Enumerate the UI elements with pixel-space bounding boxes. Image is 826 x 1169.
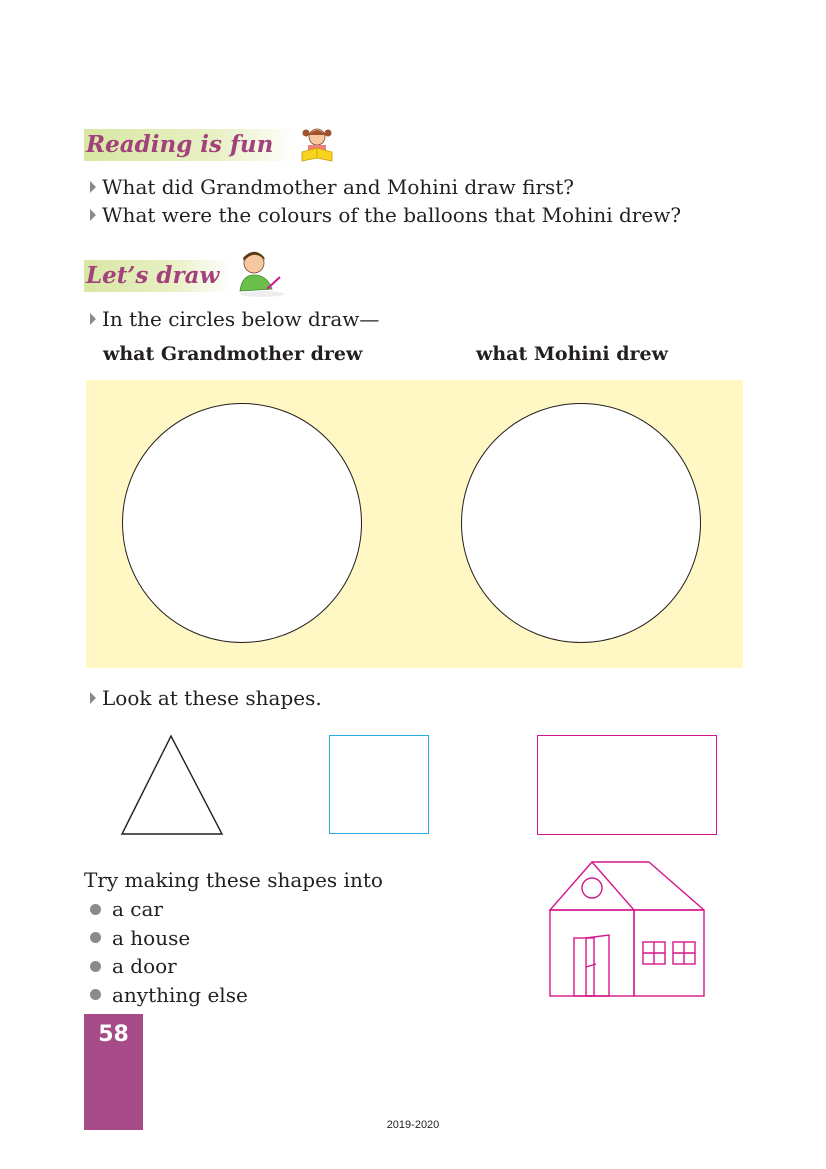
page-number: 58 [98, 1022, 129, 1047]
shape-ideas-list [90, 895, 248, 1009]
list-item: a car [90, 895, 248, 924]
rectangle-shape [537, 735, 717, 835]
mohini-label: what Mohini drew [476, 343, 668, 365]
arrow-bullet-icon [90, 692, 96, 704]
reading-heading-text: Reading is fun [86, 131, 274, 158]
square-shape [329, 735, 429, 834]
girl-reading-icon [296, 124, 338, 166]
bullet-dot-icon [90, 961, 101, 972]
list-item: anything else [90, 981, 248, 1010]
arrow-bullet-icon [90, 209, 96, 221]
bullet-dot-icon [90, 904, 101, 915]
bullet-dot-icon [90, 932, 101, 943]
reading-question-2: What were the colours of the balloons that Mohini drew? [90, 201, 681, 229]
grandmother-label: what Grandmother drew [103, 343, 363, 365]
list-item: a house [90, 924, 248, 953]
triangle-shape [118, 732, 226, 838]
mohini-drawing-circle[interactable] [461, 403, 701, 643]
reading-question-1: What did Grandmother and Mohini draw first? [90, 173, 574, 201]
arrow-bullet-icon [90, 181, 96, 193]
boy-drawing-icon [234, 249, 286, 299]
house-drawing [546, 858, 708, 1000]
bullet-dot-icon [90, 989, 101, 1000]
draw-instruction: In the circles below draw— [90, 305, 379, 333]
footer-year: 2019-2020 [386, 1119, 440, 1131]
list-item: a door [90, 952, 248, 981]
draw-heading-text: Let’s draw [86, 262, 220, 289]
shapes-instruction: Look at these shapes. [90, 684, 322, 712]
page-number-tab [84, 1014, 143, 1130]
draw-heading [84, 260, 232, 292]
arrow-bullet-icon [90, 313, 96, 325]
try-making-text: Try making these shapes into [84, 868, 383, 892]
grandmother-drawing-circle[interactable] [122, 403, 362, 643]
reading-heading [84, 129, 298, 161]
